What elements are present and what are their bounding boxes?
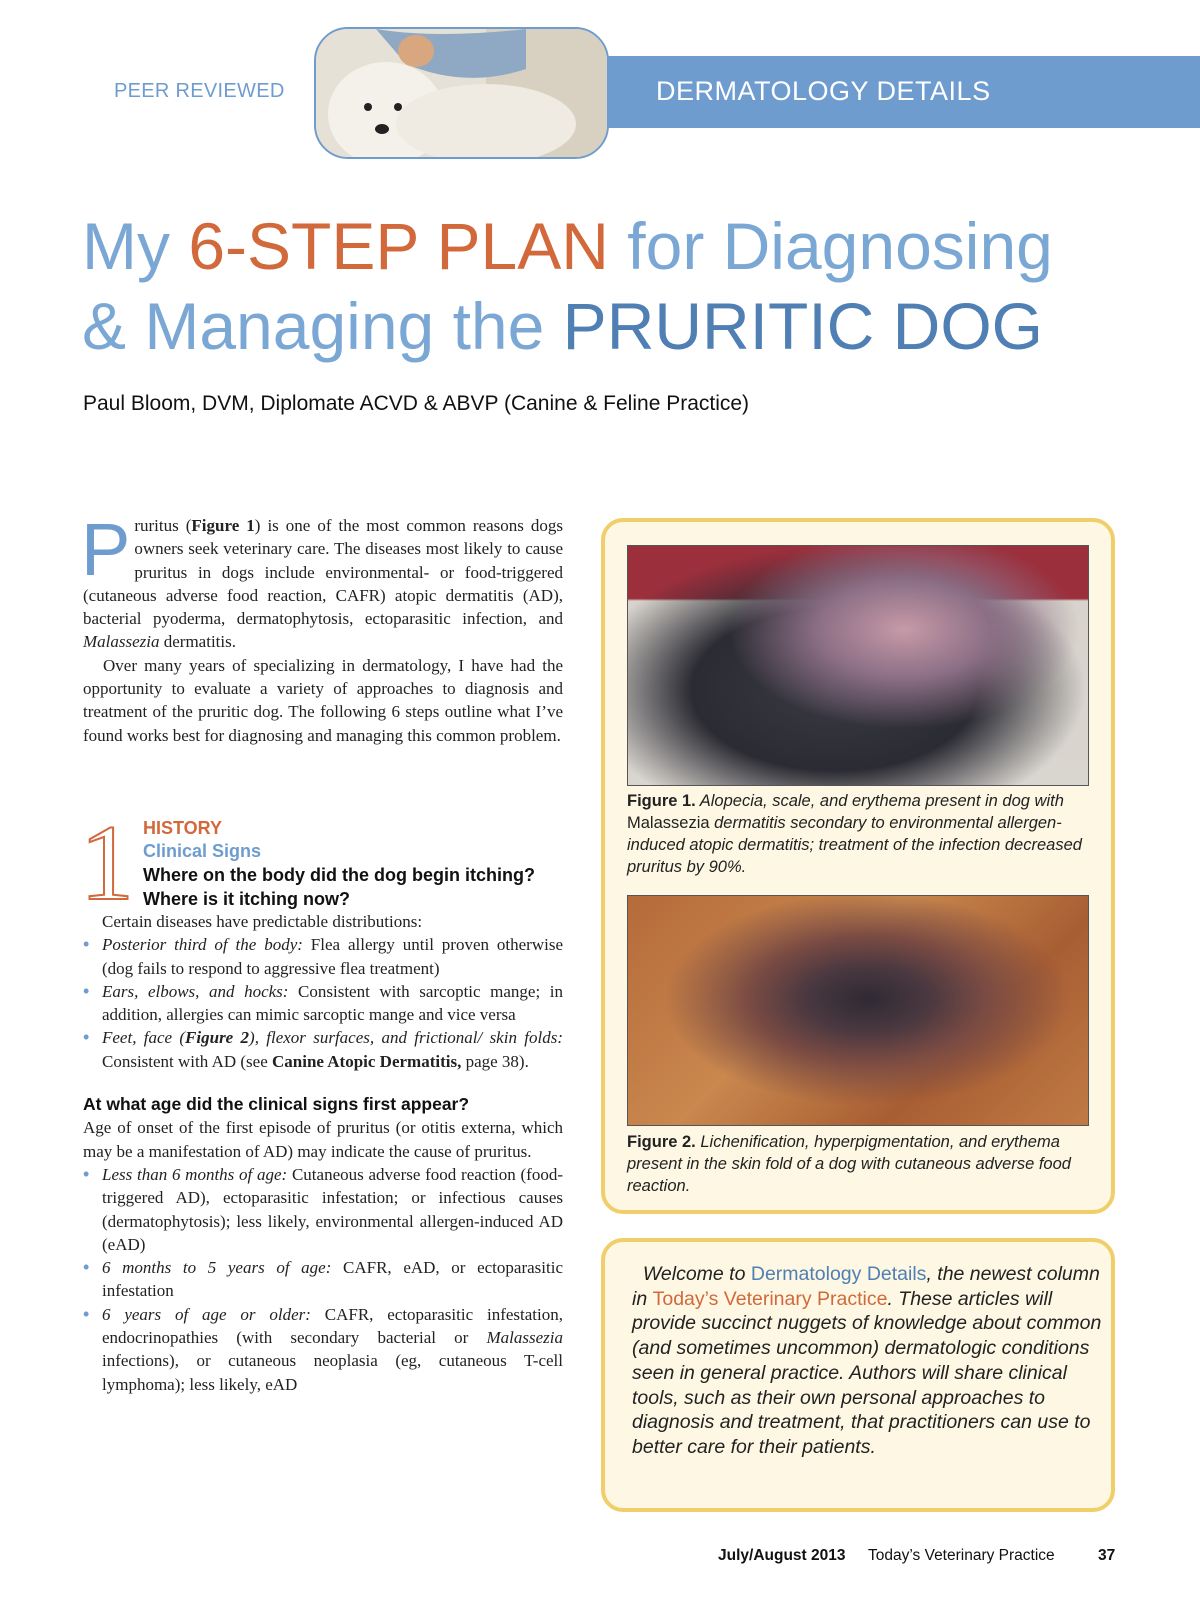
step-subheading: Clinical Signs (143, 841, 262, 861)
figure-1-image (627, 545, 1089, 786)
drop-cap: P (81, 508, 131, 591)
malassezia-term: Malassezia (83, 632, 160, 652)
author-byline: Paul Bloom, DVM, Diplomate ACVD & ABVP (Canine & Feline Practice) (83, 392, 750, 415)
age-lead: Age of onset of the first episode of pruritus (or otitis externa, which may be a manifestation of AD) may indicate the cause of pruritus. (83, 1118, 563, 1161)
intro-text: dermatitis. (159, 632, 236, 652)
welcome-text-part: Welcome to (642, 1263, 751, 1285)
bullet-text: page 38). (461, 1051, 529, 1071)
malassezia-term: Malassezia (486, 1328, 563, 1348)
intro-section (81, 508, 563, 747)
section-title: DERMATOLOGY DETAILS (656, 76, 991, 106)
header-dog-photo (314, 27, 609, 159)
section-banner (604, 56, 1200, 128)
bullet-term: 6 years of age or older: (102, 1304, 311, 1324)
welcome-text-part: . These articles will provide succinct nuggets of knowledge about common (and sometimes uncommon) dermatologic conditions seen in general practice. Authors will share clinical tools, such as their own personal approaches to diagnosis and treatment, that practitioners can use to better care for their patients. (632, 1287, 1102, 1458)
welcome-text (632, 1262, 1102, 1460)
magazine-name: Today’s Veterinary Practice (652, 1287, 888, 1310)
column-name: Dermatology Details (750, 1263, 927, 1285)
bullet-term: ), flexor surfaces, and frictional/ skin folds: (249, 1028, 563, 1048)
age-question: At what age did the clinical signs first appear? (83, 1094, 470, 1115)
bullet-text: CAFR, eAD, or ectoparasitic infestation (102, 1258, 563, 1301)
age-list (83, 1163, 563, 1396)
figure-1-reference: Figure 1 (191, 516, 255, 535)
distribution-lead: Certain diseases have predictable distributions: (102, 912, 423, 931)
bullet-text: infections), or cutaneous neoplasia (eg, cutaneous T-cell lymphoma); less likely, eAD (102, 1351, 563, 1394)
article-title (82, 206, 1122, 366)
figure-1-caption (627, 790, 1092, 878)
page-number: 37 (1098, 1547, 1116, 1564)
step-heading: HISTORY (143, 818, 223, 838)
bullet-text: Cutaneous adverse food reaction (food-triggered AD), ectoparasitic infestation; or infectious causes (dermatophytosis); less likely, environmental allergen-induced AD (eAD) (102, 1164, 563, 1254)
step-number: 1 (80, 804, 134, 923)
figure-2-label: Figure 2. (627, 1133, 696, 1151)
title-part-3: for Diagnosing (608, 209, 1053, 283)
figure-1-label: Figure 1. (627, 792, 696, 810)
peer-reviewed-label: PEER REVIEWED (114, 80, 285, 102)
malassezia-term: Malassezia (627, 814, 710, 832)
list-item (83, 1303, 563, 1396)
bullet-term: Posterior third of the body: (102, 935, 303, 955)
figure-2-reference: Figure 2 (185, 1028, 250, 1048)
welcome-text-part: , the newest column in (632, 1263, 1100, 1310)
figure-2-caption (627, 1131, 1092, 1197)
bullet-text: CAFR, ectoparasitic infestation, endocrinopathies (with secondary bacterial or (102, 1304, 563, 1348)
bullet-text: Flea allergy until proven otherwise (dog fails to respond to aggressive flea treatment) (102, 935, 563, 978)
step-question: Where on the body did the dog begin itching? Where is it itching now? (143, 865, 535, 909)
title-part-4: & Managing the (82, 289, 563, 363)
caption-text: dermatitis secondary to environmental allergen-induced atopic dermatitis; treatment of the infection decreased pruritus by 90%. (627, 814, 1082, 876)
bullet-term: Less than 6 months of age: (102, 1164, 288, 1184)
dog-photo-illustration (316, 29, 607, 157)
intro-text: ruritus ( (134, 516, 192, 535)
bullet-term: 6 months to 5 years of age: (102, 1258, 332, 1278)
list-item (83, 1163, 563, 1256)
footer-magazine: Today’s Veterinary Practice (868, 1547, 1055, 1564)
intro-text: ) is one of the most common reasons dogs owners seek veterinary care. The diseases most likely to cause pruritus in dogs include environmental- or food-triggered (cutaneous adverse food reaction, CAFR) atopic dermatitis (AD), bacterial pyoderma, dermatophytosis, ectoparasitic infection, and (83, 516, 563, 629)
caption-text: Alopecia, scale, and erythema present in dog with (695, 792, 1064, 810)
step1-body (83, 910, 563, 1396)
title-part-5: PRURITIC DOG (562, 289, 1044, 363)
bullet-term: Ears, elbows, and hocks: (102, 981, 289, 1001)
bullet-text: Consistent with AD (see (102, 1051, 272, 1071)
list-item (83, 933, 563, 980)
distribution-list (83, 933, 563, 1073)
intro-paragraph-2: Over many years of specializing in dermatology, I have had the opportunity to evaluate a variety of approaches to diagnosis and treatment of the pruritic dog. The following 6 steps outline what I’ve found works best for diagnosing and managing this common problem. (83, 655, 563, 745)
title-part-1: My (82, 209, 189, 283)
list-item (83, 980, 563, 1027)
list-item (83, 1026, 563, 1073)
intro-paragraph-1 (81, 508, 563, 654)
footer-date: July/August 2013 (718, 1547, 846, 1564)
bullet-text: Consistent with sarcoptic mange; in addition, allergies can mimic sarcoptic mange and vice versa (102, 981, 563, 1025)
cross-reference: Canine Atopic Dermatitis, (272, 1051, 462, 1071)
list-item (83, 1256, 563, 1303)
title-part-2: 6-STEP PLAN (188, 209, 609, 283)
caption-text: Lichenification, hyperpigmentation, and erythema present in the skin fold of a dog with cutaneous adverse food reaction. (627, 1133, 1071, 1195)
bullet-term: Feet, face ( (102, 1028, 186, 1048)
figure-2-image (627, 895, 1089, 1126)
